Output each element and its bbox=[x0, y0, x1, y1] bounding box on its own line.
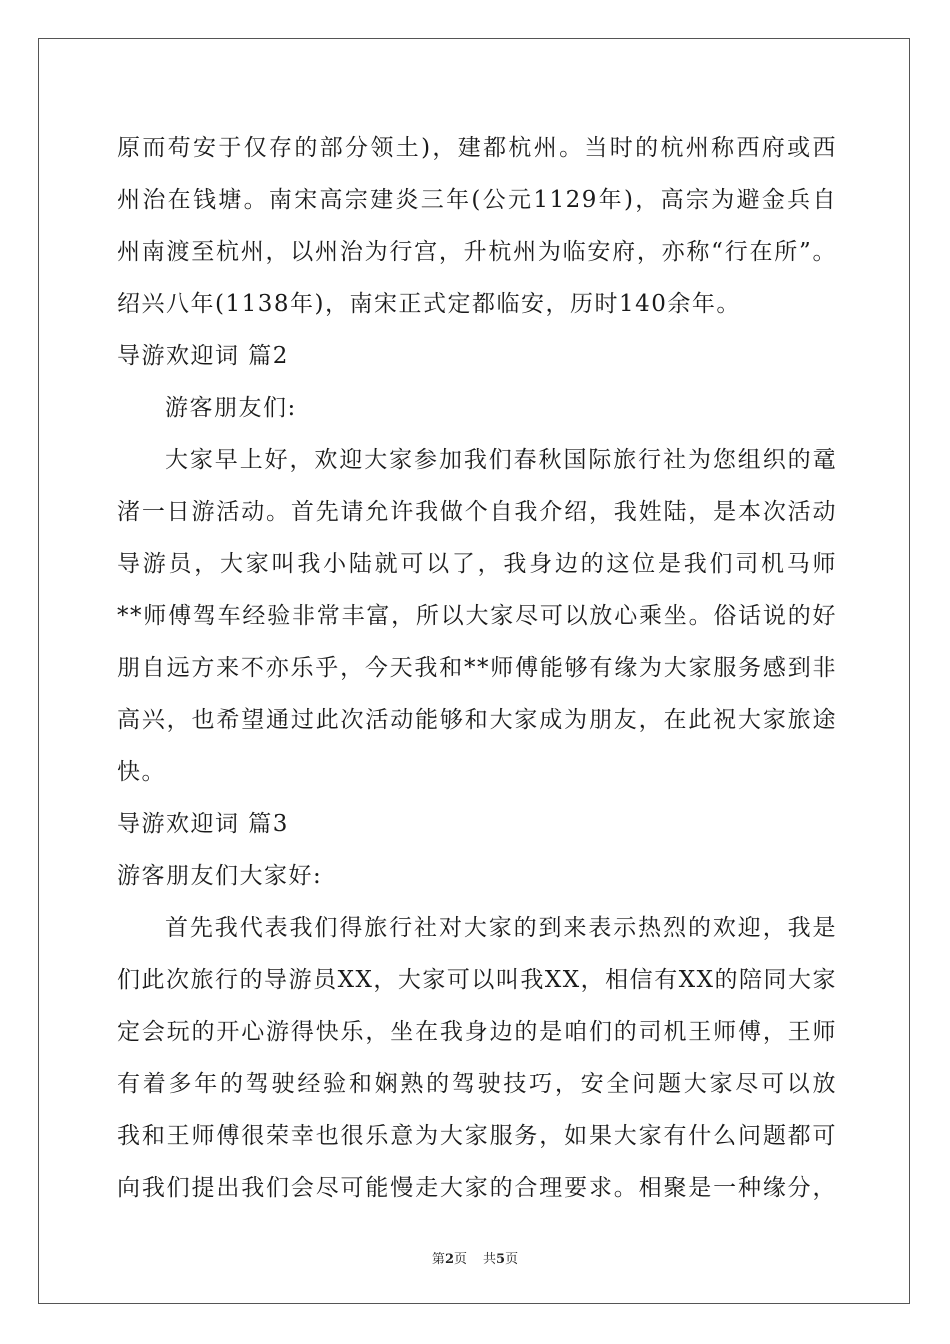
paragraph-line: 导游员，大家叫我小陆就可以了，我身边的这位是我们司机马师 bbox=[117, 551, 837, 577]
greeting-line: 游客朋友们大家好: bbox=[117, 863, 323, 889]
greeting-line: 游客朋友们: bbox=[165, 395, 297, 421]
paragraph-line: 高兴，也希望通过此次活动能够和大家成为朋友，在此祝大家旅途 bbox=[117, 707, 837, 733]
paragraph-line: 首先我代表我们得旅行社对大家的到来表示热烈的欢迎，我是 bbox=[165, 915, 837, 941]
total-suffix: 页 bbox=[505, 1252, 519, 1267]
paragraph-line: **师傅驾车经验非常丰富，所以大家尽可以放心乘坐。俗话说的好 bbox=[117, 603, 837, 629]
section-heading: 导游欢迎词 篇3 bbox=[117, 811, 289, 837]
paragraph-line: 州南渡至杭州，以州治为行宫，升杭州为临安府，亦称“行在所”。 bbox=[117, 239, 837, 265]
document-body bbox=[117, 122, 837, 1214]
paragraph-line: 州治在钱塘。南宋高宗建炎三年(公元1129年)，高宗为避金兵自 bbox=[117, 187, 837, 213]
paragraph-line: 快。 bbox=[117, 759, 166, 785]
paragraph-line: 有着多年的驾驶经验和娴熟的驾驶技巧，安全问题大家尽可以放 bbox=[117, 1071, 837, 1097]
paragraph-line: 向我们提出我们会尽可能慢走大家的合理要求。相聚是一种缘分， bbox=[117, 1175, 837, 1201]
paragraph-line: 大家早上好，欢迎大家参加我们春秋国际旅行社为您组织的鼋 bbox=[165, 447, 837, 473]
section-heading: 导游欢迎词 篇2 bbox=[117, 343, 289, 369]
paragraph-line: 渚一日游活动。首先请允许我做个自我介绍，我姓陆，是本次活动 bbox=[117, 499, 837, 525]
page-number: 2 bbox=[444, 1252, 454, 1267]
paragraph-line: 原而苟安于仅存的部分领土)，建都杭州。当时的杭州称西府或西 bbox=[117, 135, 837, 161]
total-pages: 5 bbox=[496, 1252, 506, 1267]
paragraph-line: 绍兴八年(1138年)，南宋正式定都临安，历时140余年。 bbox=[117, 291, 741, 317]
page-footer bbox=[0, 1248, 950, 1267]
paragraph-line: 我和王师傅很荣幸也很乐意为大家服务，如果大家有什么问题都可 bbox=[117, 1123, 837, 1149]
paragraph-line: 朋自远方来不亦乐乎，今天我和**师傅能够有缘为大家服务感到非 bbox=[117, 655, 837, 681]
total-prefix: 共 bbox=[483, 1252, 497, 1267]
page-prefix: 第 bbox=[431, 1252, 445, 1267]
page-suffix: 页 bbox=[453, 1252, 467, 1267]
paragraph-line: 们此次旅行的导游员XX，大家可以叫我XX，相信有XX的陪同大家 bbox=[117, 967, 837, 993]
paragraph-line: 定会玩的开心游得快乐，坐在我身边的是咱们的司机王师傅，王师 bbox=[117, 1019, 837, 1045]
